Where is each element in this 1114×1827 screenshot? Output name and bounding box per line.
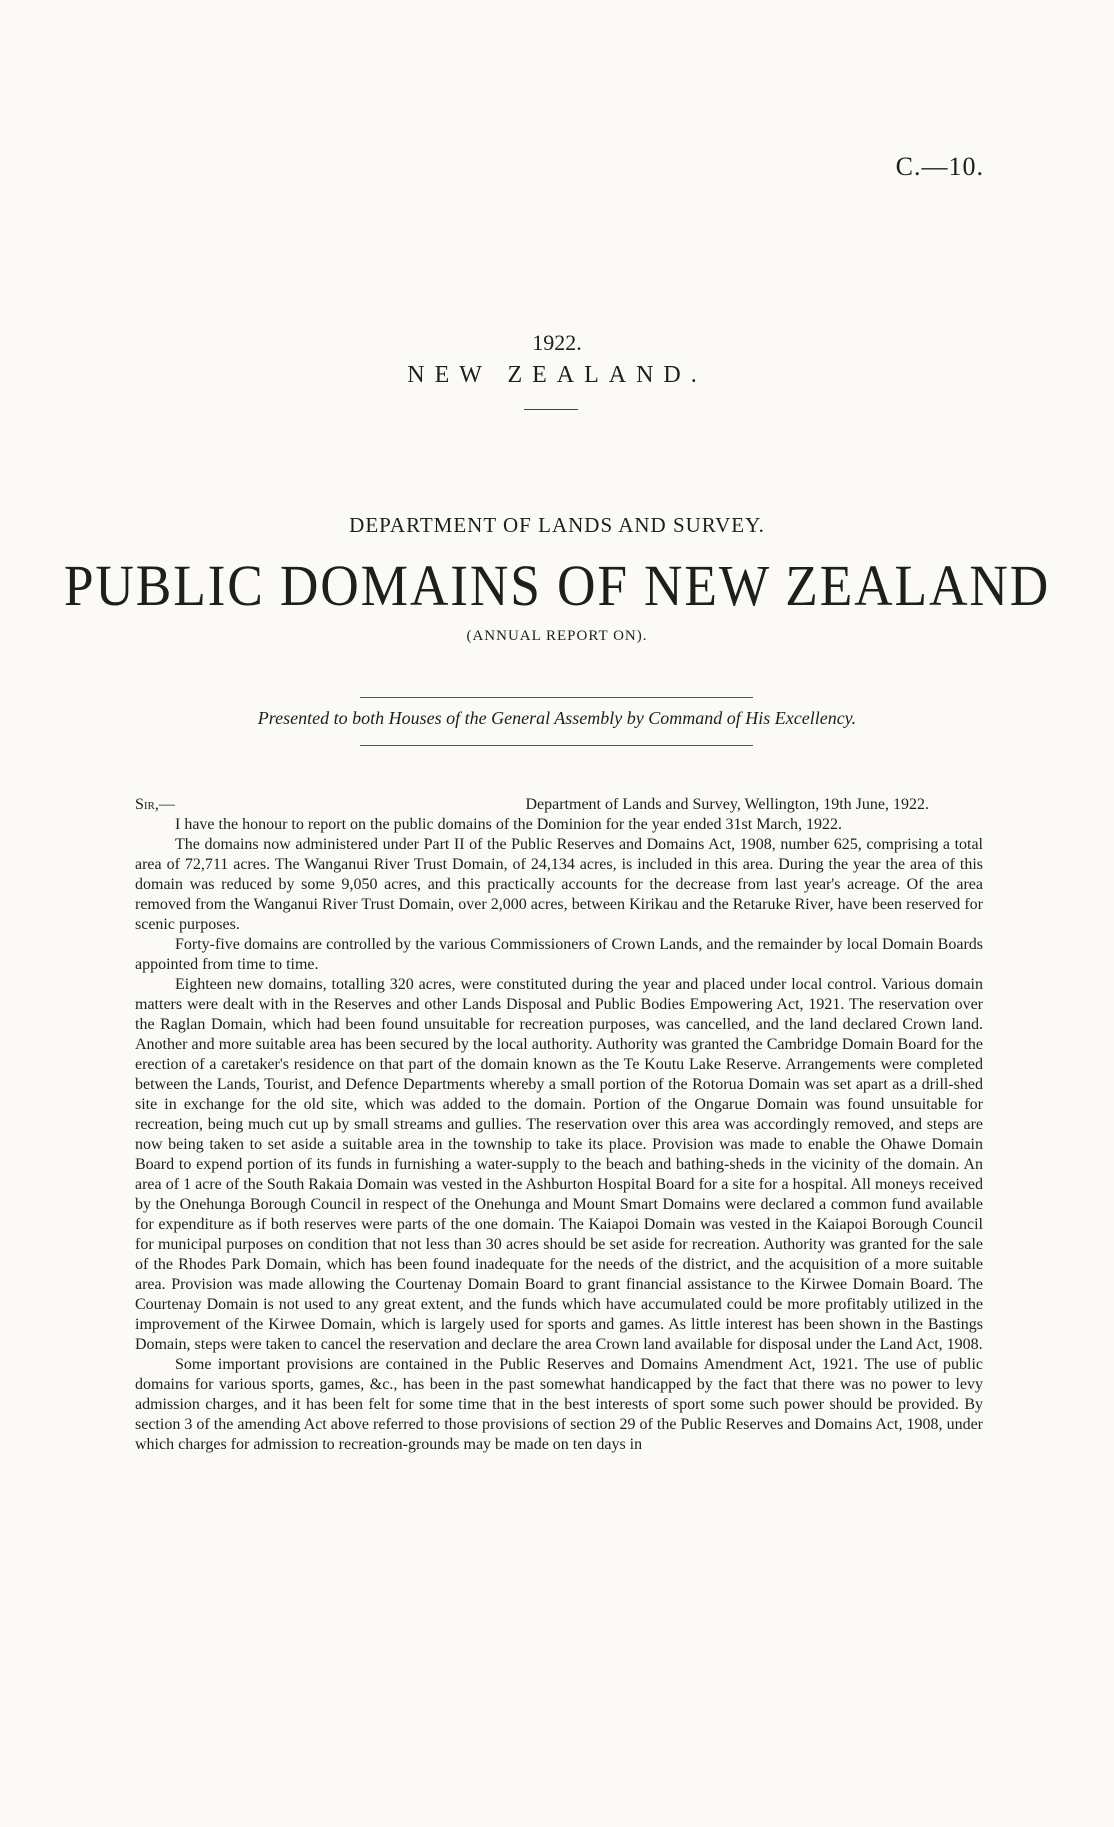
letter-body <box>135 795 983 1455</box>
paragraph: Forty-five domains are controlled by the various Commissioners of Crown Lands, and the remainder by local Domain Boards appointed from time to time. <box>135 936 983 973</box>
divider <box>360 697 753 698</box>
paragraph: Eighteen new domains, totalling 320 acres, were constituted during the year and placed under local control. Various domain matters were dealt with in the Reserves and other Lands Disposal and Public Bodies Empowering Act, 1921. The reservation over the Raglan Domain, which had been found unsuitable for recreation purposes, was cancelled, and the land declared Crown land. Another and more suitable area has been secured by the local authority. Authority was granted the Cambridge Domain Board for the erection of a caretaker's residence on that part of the domain known as the Te Koutu Lake Reserve. Arrangements were completed between the Lands, Tourist, and Defence Departments whereby a small portion of the Rotorua Domain was set apart as a drill-shed site in exchange for the old site, which was added to the domain. Portion of the Ongarue Domain was found unsuitable for recreation, being much cut up by small streams and gullies. The reservation over this area was accordingly removed, and steps are now being taken to set aside a suitable area in the township to take its place. Provision was made to enable the Ohawe Domain Board to expend portion of its funds in furnishing a water-supply to the beach and bathing-sheds in the vicinity of the domain. An area of 1 acre of the South Rakaia Domain was vested in the Ashburton Hospital Board for a site for a hospital. All moneys received by the Onehunga Borough Council in respect of the Onehunga and Mount Smart Domains were declared a common fund available for expenditure as if both reserves were parts of the one domain. The Kaiapoi Domain was vested in the Kaiapoi Borough Council for municipal purposes on condition that not less than 30 acres should be set aside for recreation. Authority was granted for the sale of the Rhodes Park Domain, which has been found inadequate for the needs of the district, and the acquisition of a more suitable area. Provision was made allowing the Courtenay Domain Board to grant financial assistance to the Kirwee Domain Board. The Courtenay Domain is not used to any great extent, and the funds which have accumulated could be more profitably utilized in the improvement of the Kirwee Domain, which is largely used for sports and games. As little interest has been shown in the Bastings Domain, steps were taken to cancel the reservation and declare the area Crown land available for disposal under the Land Act, 1908. <box>135 976 983 1353</box>
report-year: 1922. <box>532 330 582 355</box>
department-heading: DEPARTMENT OF LANDS AND SURVEY. <box>349 513 765 537</box>
page-title: PUBLIC DOMAINS OF NEW ZEALAND <box>63 553 1051 618</box>
paragraph: Some important provisions are contained in the Public Reserves and Domains Amendment Act, 1921. The use of public domains for various sports, games, &c., has been in the past somewhat handicapped by the fact that there was no power to levy admission charges, and it has been felt for some time that in the best interests of sport some such power should be provided. By section 3 of the amending Act above referred to those provisions of section 29 of the Public Reserves and Domains Act, 1908, under which charges for admission to recreation-grounds may be made on ten days in <box>135 1356 983 1453</box>
salutation-line <box>135 795 983 815</box>
page-reference: C.—10. <box>895 152 984 181</box>
salutation: Sir,— <box>135 796 175 813</box>
paragraph: The domains now administered under Part II of the Public Reserves and Domains Act, 1908, number 625, comprising a total area of 72,711 acres. The Wanganui River Trust Domain, of 24,134 acres, is included in this area. During the year the area of this domain was reduced by some 9,050 acres, and this practically accounts for the decrease from last year's acreage. Of the area removed from the Wanganui River Trust Domain, over 2,000 acres, between Kirikau and the Retaruke River, have been reserved for scenic purposes. <box>135 836 983 933</box>
dateline: Department of Lands and Survey, Wellington, 19th June, 1922. <box>525 796 929 813</box>
country-heading: NEW ZEALAND. <box>407 362 707 388</box>
divider <box>524 409 578 410</box>
divider <box>360 745 753 746</box>
page-subtitle: (ANNUAL REPORT ON). <box>466 628 648 644</box>
presentation-note: Presented to both Houses of the General Assembly by Command of His Excellency. <box>257 708 857 728</box>
paragraph: I have the honour to report on the public domains of the Dominion for the year ended 31st March, 1922. <box>175 816 842 833</box>
